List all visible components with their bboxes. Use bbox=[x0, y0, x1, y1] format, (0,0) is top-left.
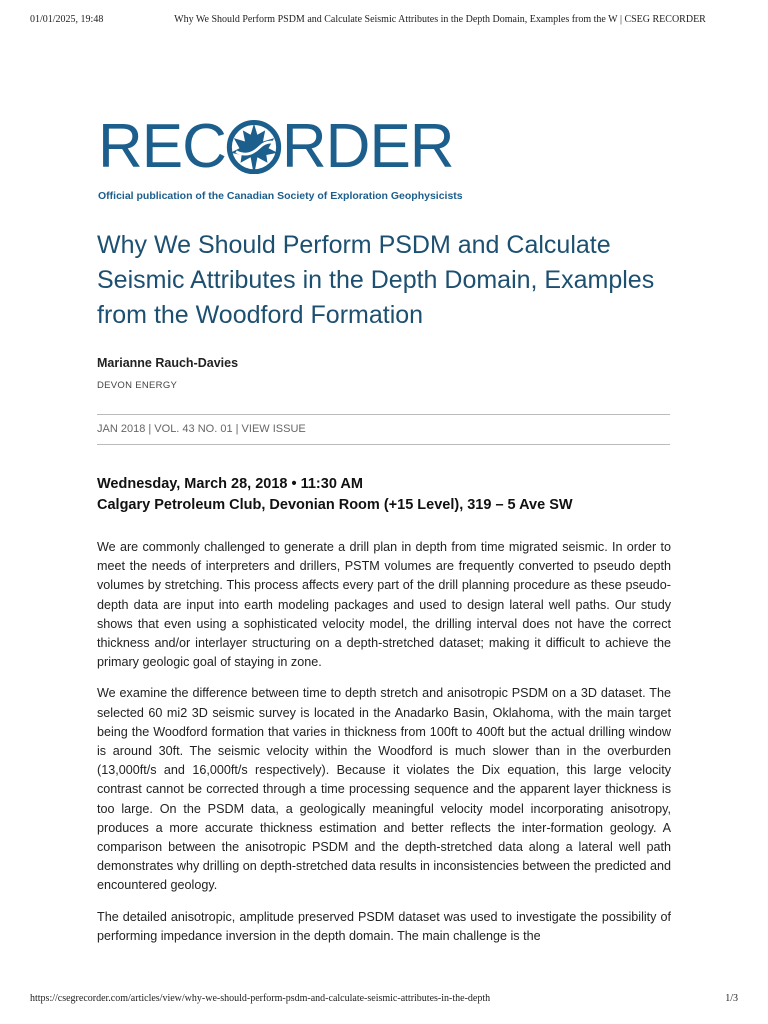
page-number: 1/3 bbox=[725, 993, 738, 1004]
body-paragraph: We examine the difference between time to depth stretch and anisotropic PSDM on a 3D dataset. The selected 60 mi2 3D seismic survey is located in the Anadarko Basin, Oklahoma, with the main target being the Woodford formation that varies in thickness from 100ft to 400ft but the actual drilling window is around 30ft. The seismic velocity within the Woodford is much slower than in the overburden (13,000ft/s and 16,000ft/s respectively). Because it violates the Dix equation, this large velocity contrast cannot be corrected through a time processing sequence and the apparent layer thickness is too large. On the PSDM data, a geologically meaningful velocity model incorporating anisotropy, produces a more accurate thickness estimation and better reflects the inter-formation geology. A comparison between the anisotropic PSDM and the depth-stretched data along a lateral well path demonstrates why drilling on depth-stretched data results in inconsistencies between the predicted and encountered geology. bbox=[97, 686, 671, 893]
print-header bbox=[0, 14, 768, 28]
body-paragraph: We are commonly challenged to generate a drill plan in depth from time migrated seismic. In order to meet the needs of interpreters and drillers, PSTM volumes are frequently converted to pseudo depth volumes by stretching. This process affects every part of the drill planning procedure as these pseudo-depth data are input into earth modeling packages and used to design lateral well paths. Our study shows that even using a sophisticated velocity model, the drilling interval does not have the correct thickness and/or interlayer structuring on a depth-stretched dataset; making it difficult to achieve the primary geologic goal of staying in zone. bbox=[97, 540, 671, 670]
article-title: Why We Should Perform PSDM and Calculate Seismic Attributes in the Depth Domain, Examples from the Woodford Formation bbox=[97, 231, 655, 329]
divider-top bbox=[97, 414, 670, 415]
view-issue-link[interactable]: VIEW ISSUE bbox=[241, 423, 306, 435]
print-url: https://csegrecorder.com/articles/view/why-we-should-perform-psdm-and-calculate-seismic-attributes-in-the-depth bbox=[30, 993, 491, 1004]
separator: | bbox=[145, 423, 155, 435]
event-datetime: Wednesday, March 28, 2018 • 11:30 AM bbox=[97, 476, 363, 492]
logo-word-left: REC bbox=[98, 112, 226, 181]
article-author[interactable]: Marianne Rauch-Davies bbox=[97, 356, 239, 370]
divider-bottom bbox=[97, 444, 670, 445]
logo-tagline: Official publication of the Canadian Society of Exploration Geophysicists bbox=[98, 190, 463, 202]
issue-volume: VOL. 43 NO. 01 bbox=[154, 423, 233, 435]
body-paragraph: The detailed anisotropic, amplitude preserved PSDM dataset was used to investigate the possibility of performing impedance inversion in the depth domain. The main challenge is the bbox=[97, 909, 671, 943]
author-organization: DEVON ENERGY bbox=[97, 380, 178, 391]
logo-wordmark bbox=[98, 112, 454, 181]
issue-info bbox=[97, 423, 306, 435]
issue-date[interactable]: JAN 2018 bbox=[97, 423, 146, 435]
print-doc-title: Why We Should Perform PSDM and Calculate Seismic Attributes in the Depth Domain, Examples from the W | CSEG RECORDER bbox=[174, 14, 706, 25]
event-location: Calgary Petroleum Club, Devonian Room (+15 Level), 319 – 5 Ave SW bbox=[97, 497, 573, 513]
separator: | bbox=[232, 423, 242, 435]
event-details bbox=[97, 474, 573, 516]
maple-leaf-icon bbox=[226, 118, 282, 174]
logo-word-right: RDER bbox=[281, 112, 454, 181]
recorder-logo[interactable] bbox=[98, 112, 463, 206]
article-body bbox=[97, 538, 671, 958]
print-datetime: 01/01/2025, 19:48 bbox=[30, 14, 104, 25]
